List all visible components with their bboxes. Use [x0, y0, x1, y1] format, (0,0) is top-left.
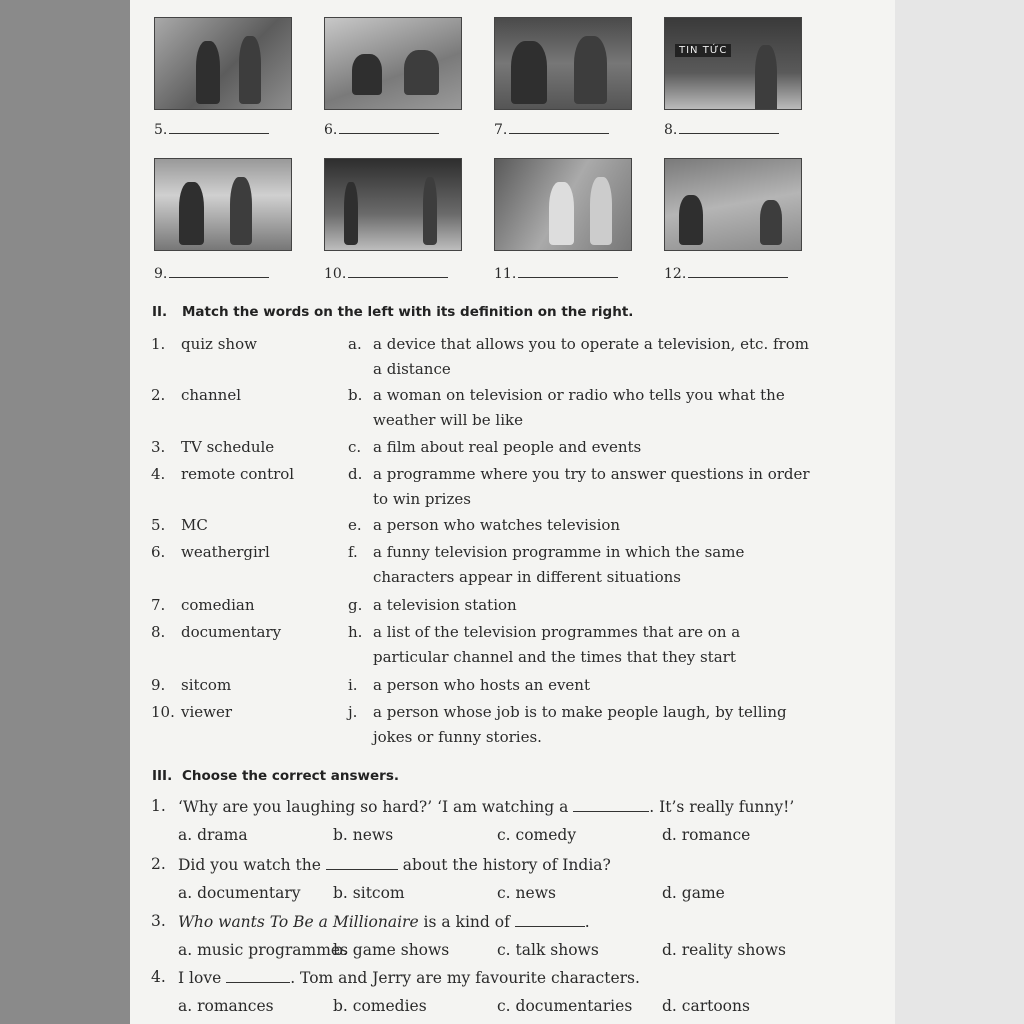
photo-label-12: 12. — [664, 265, 788, 282]
match-word: TV schedule — [181, 438, 275, 456]
question-number: 3. — [151, 912, 166, 930]
match-number: 10. — [151, 703, 175, 721]
match-number: 7. — [151, 596, 166, 614]
photo-label-11: 11. — [494, 265, 618, 282]
answer-option[interactable]: a. documentary — [178, 884, 301, 902]
photo-label-6: 6. — [324, 121, 439, 138]
definition-letter: i. — [348, 676, 358, 694]
photo-label-10: 10. — [324, 265, 448, 282]
answer-option[interactable]: b. game shows — [333, 941, 450, 959]
answer-option[interactable]: c. talk shows — [497, 941, 599, 959]
definition-text: a person who watches television — [373, 516, 621, 534]
page-margin — [895, 0, 1024, 1024]
interview-photo — [494, 17, 632, 110]
news-anchor-photo — [664, 17, 802, 110]
definition-text: a woman on television or radio who tells you what the weather will be like — [373, 386, 785, 429]
match-number: 1. — [151, 335, 166, 353]
definition-text: a person whose job is to make people laugh, by telling jokes or funny stories. — [373, 703, 787, 746]
answer-option[interactable]: a. drama — [178, 826, 248, 844]
definition-letter: g. — [348, 596, 363, 614]
answer-option[interactable]: d. game — [662, 884, 725, 902]
definition-letter: b. — [348, 386, 363, 404]
match-word: documentary — [181, 623, 282, 641]
match-number: 5. — [151, 516, 166, 534]
answer-option[interactable]: c. documentaries — [497, 997, 633, 1015]
match-word: channel — [181, 386, 241, 404]
definition-text: a person who hosts an event — [373, 676, 590, 694]
match-word: MC — [181, 516, 208, 534]
section-3-heading: III. Choose the correct answers. — [152, 768, 399, 784]
answer-option[interactable]: c. news — [497, 884, 556, 902]
match-number: 3. — [151, 438, 166, 456]
question-text: I love . Tom and Jerry are my favourite characters. — [178, 969, 640, 987]
match-number: 8. — [151, 623, 166, 641]
definition-letter: a. — [348, 335, 362, 353]
answer-option[interactable]: a. romances — [178, 997, 274, 1015]
tv-logo-text: TIN TỨC — [675, 44, 731, 57]
question-text: ‘Why are you laughing so hard?’ ‘I am watching a . It’s really funny!’ — [178, 798, 795, 816]
question-text: Did you watch the about the history of India? — [178, 856, 611, 874]
definition-letter: d. — [348, 465, 363, 483]
photo-label-9: 9. — [154, 265, 269, 282]
definition-letter: j. — [348, 703, 358, 721]
answer-option[interactable]: d. reality shows — [662, 941, 786, 959]
classroom-photo — [664, 158, 802, 251]
laboratory-photo — [494, 158, 632, 251]
match-word: viewer — [181, 703, 233, 721]
question-number: 2. — [151, 855, 166, 873]
worksheet-page — [130, 0, 895, 1024]
answer-option[interactable]: b. sitcom — [333, 884, 405, 902]
match-word: sitcom — [181, 676, 232, 694]
photo-label-7: 7. — [494, 121, 609, 138]
definition-text: a device that allows you to operate a television, etc. from a distance — [373, 335, 809, 378]
match-word: quiz show — [181, 335, 257, 353]
definition-text: a programme where you try to answer questions in order to win prizes — [373, 465, 810, 508]
answer-blank[interactable] — [515, 912, 585, 927]
answer-option[interactable]: c. comedy — [497, 826, 577, 844]
answer-blank[interactable] — [326, 855, 398, 870]
answer-option[interactable]: b. news — [333, 826, 394, 844]
question-number: 4. — [151, 968, 166, 986]
answer-option[interactable]: d. romance — [662, 826, 751, 844]
answer-option[interactable]: a. music programmes — [178, 941, 349, 959]
match-number: 9. — [151, 676, 166, 694]
match-word: remote control — [181, 465, 295, 483]
match-word: comedian — [181, 596, 255, 614]
question-text: Who wants To Be a Millionaire is a kind of . — [178, 913, 590, 931]
definition-text: a funny television programme in which the same characters appear in different situations — [373, 543, 745, 586]
answer-option[interactable]: b. comedies — [333, 997, 427, 1015]
definition-letter: f. — [348, 543, 358, 561]
section-2-heading: II. Match the words on the left with its definition on the right. — [152, 304, 634, 320]
answer-option[interactable]: d. cartoons — [662, 997, 750, 1015]
definition-letter: e. — [348, 516, 362, 534]
definition-letter: c. — [348, 438, 362, 456]
binding-shadow — [0, 0, 130, 1024]
wildlife-photo — [324, 17, 462, 110]
match-number: 4. — [151, 465, 166, 483]
photo-label-5: 5. — [154, 121, 269, 138]
answer-blank[interactable] — [226, 968, 290, 983]
definition-text: a list of the television programmes that are on a particular channel and the times that they start — [373, 623, 741, 666]
match-word: weathergirl — [181, 543, 270, 561]
match-number: 6. — [151, 543, 166, 561]
match-number: 2. — [151, 386, 166, 404]
definition-text: a film about real people and events — [373, 438, 642, 456]
definition-text: a television station — [373, 596, 517, 614]
people-scene-photo — [154, 17, 292, 110]
question-number: 1. — [151, 797, 166, 815]
definition-letter: h. — [348, 623, 363, 641]
photo-label-8: 8. — [664, 121, 779, 138]
volleyball-photo — [154, 158, 292, 251]
stage-show-photo — [324, 158, 462, 251]
answer-blank[interactable] — [573, 797, 649, 812]
